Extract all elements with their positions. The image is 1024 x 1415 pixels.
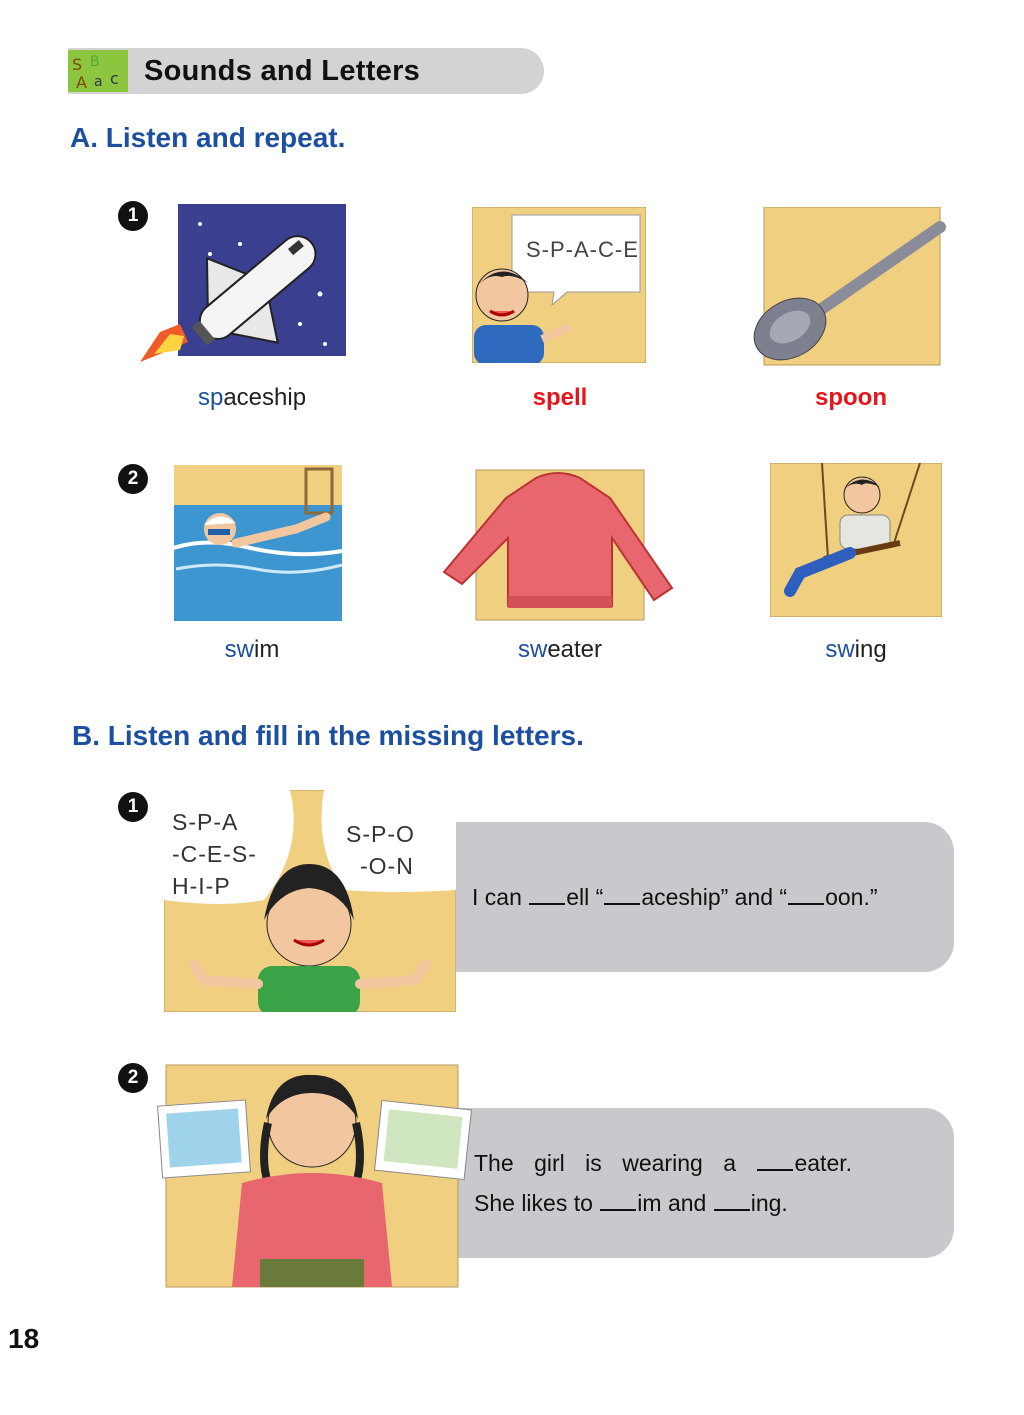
word-sweater	[460, 636, 660, 664]
svg-text:a: a	[94, 74, 103, 90]
sentence-part: aceship” and “	[641, 884, 788, 910]
word-prefix: sw	[224, 636, 254, 663]
blank-field[interactable]	[529, 899, 565, 905]
bubble-line: S-P-A	[172, 809, 239, 835]
girl-spelling-picture	[164, 790, 456, 1012]
item-2-line-2	[474, 1190, 788, 1217]
word-prefix: sw	[825, 636, 855, 663]
section-a-title: A. Listen and repeat.	[70, 122, 346, 153]
svg-text:S: S	[72, 55, 83, 74]
blank-field[interactable]	[788, 899, 824, 905]
bubble-line: S-P-O	[346, 821, 415, 847]
svg-text:A: A	[76, 73, 87, 92]
page-number: 18	[8, 1323, 40, 1354]
item-2-line-1	[474, 1150, 852, 1177]
sentence-part: oon.”	[825, 884, 878, 910]
spell-picture	[472, 207, 646, 363]
word-spoon: spoon	[815, 384, 887, 411]
sentence-part: im and	[637, 1190, 707, 1216]
item-1-number: 1	[118, 792, 148, 822]
blank-field[interactable]	[714, 1205, 750, 1211]
blank-field[interactable]	[600, 1205, 636, 1211]
word-swing	[756, 636, 956, 664]
speech-bubble-text: S-P-A-C-E	[526, 237, 639, 262]
item-2-panel	[456, 1108, 954, 1258]
sentence-part: I can	[472, 884, 522, 910]
thought-bubble-left	[172, 806, 257, 902]
spoon-picture	[750, 207, 946, 367]
word-swim	[152, 636, 352, 664]
page-title: Sounds and Letters	[144, 55, 421, 87]
abc-logo-icon	[68, 50, 128, 92]
bubble-line: -C-E-S-	[172, 841, 257, 867]
blank-field[interactable]	[757, 1165, 793, 1171]
item-2-number: 2	[118, 1063, 148, 1093]
spaceship-picture	[140, 204, 350, 374]
word-rest: eater	[547, 636, 603, 663]
sentence-part: The girl is wearing a	[474, 1150, 737, 1176]
section-b-title: B. Listen and fill in the missing letters.	[72, 720, 584, 751]
word-rest: im	[254, 636, 280, 663]
word-prefix: sw	[517, 636, 548, 663]
swing-picture	[770, 463, 942, 617]
thought-bubble-right	[346, 818, 415, 882]
bubble-line: -O-N	[360, 853, 414, 879]
item-1-sentence	[472, 884, 878, 911]
blank-field[interactable]	[604, 899, 640, 905]
word-spell: spell	[532, 384, 588, 411]
bubble-line: H-I-P	[172, 873, 231, 899]
sentence-part: eater.	[794, 1150, 853, 1176]
svg-text:c: c	[110, 69, 119, 88]
girl-photos-picture	[156, 1063, 476, 1289]
sentence-part: ing.	[750, 1190, 788, 1216]
sweater-picture	[440, 468, 674, 624]
swim-picture	[156, 465, 344, 621]
svg-text:B: B	[90, 54, 100, 70]
word-prefix: sp	[197, 384, 224, 411]
row-2-number: 2	[118, 464, 148, 494]
word-spaceship	[152, 384, 352, 412]
sentence-part: ell “	[566, 884, 604, 910]
sentence-part: She likes to	[474, 1190, 593, 1216]
row-1-number: 1	[118, 201, 148, 231]
word-rest: aceship	[223, 384, 307, 411]
word-rest: ing	[854, 636, 887, 663]
